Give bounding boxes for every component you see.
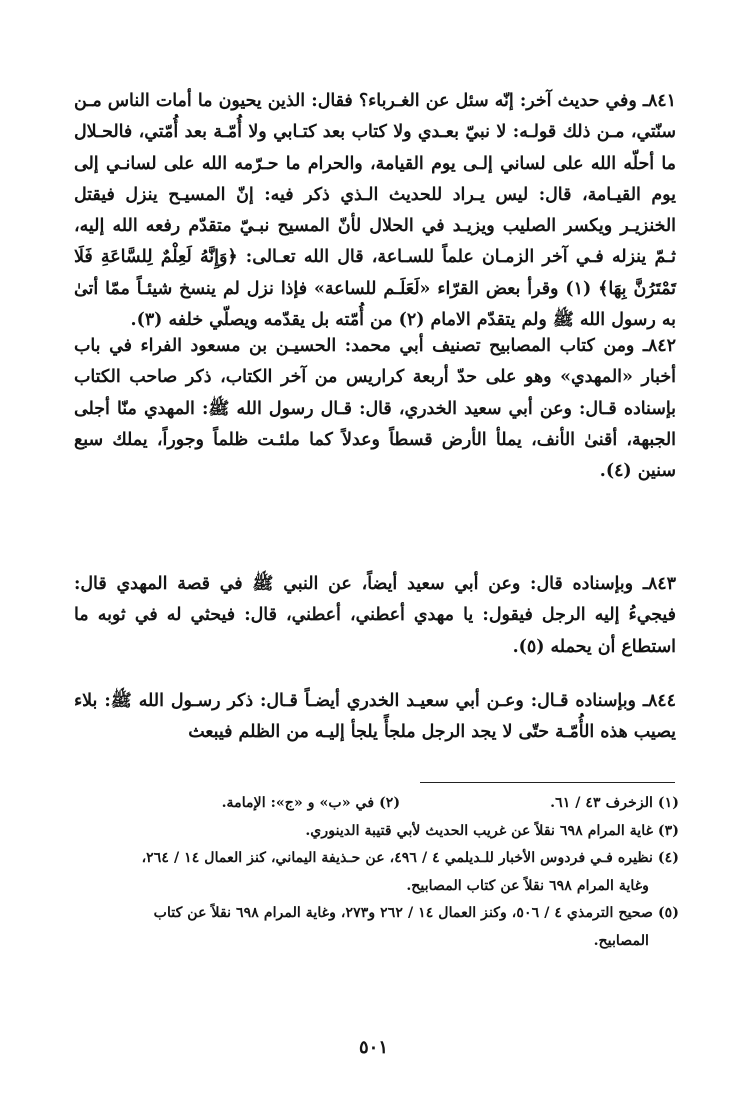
paragraph-841 xyxy=(74,86,676,336)
footnote-4: (٤) نظيره فـي فردوس الأخبار للـديلمي ٤ / ٤٩٦، عن حـذيفة اليماني، كنز العمال ١٤ / ٢٦٤، xyxy=(141,850,679,867)
paragraph-text: ـ ومن كتاب المصابيح تصنيف أبي محمد: الحسيـن بن مسعود الفراء في باب أخبار «المهدي» وهو على حدّ أربعة كراريس من آخر الكتاب، ذكر صاحب الكتاب بإسناده قـال: وعن أبي سعيد الخدري، قال: قـال رسول الله ﷺ: المهدي منّا أجلى الجبهة، أقنىٰ الأنف، يملأ الأرض قسطاً وعدلاً كما ملئـت ظلماً وجوراً، يملك سبع سنين (٤). xyxy=(74,336,676,482)
footnote-1: (١) الزخرف ٤٣ / ٦١. xyxy=(550,795,679,811)
page-number: ٥٠١ xyxy=(358,1037,388,1058)
paragraph-843 xyxy=(74,569,676,663)
paragraph-number: ٨٤١ xyxy=(647,91,676,111)
footnote-separator xyxy=(420,782,675,783)
footnote-5-continuation: المصابيح. xyxy=(593,932,649,949)
footnote-3: (٣) غاية المرام ٦٩٨ نقلاً عن غريب الحديث لأبي قتيبة الدينوري. xyxy=(305,822,679,839)
footnotes xyxy=(74,790,679,956)
paragraph-number: ٨٤٤ xyxy=(647,691,676,711)
paragraph-text: ـ وبإسناده قـال: وعـن أبي سعيـد الخدري أيضـاً قـال: ذكر رسـول الله ﷺ: بلاء يصيب هذه الأُمّـة حتّى لا يجد الرجل ملجأً يلجأ إليـه من الظلم فيبعث xyxy=(74,691,676,743)
paragraph-844 xyxy=(74,686,676,749)
paragraph-text: ـ وفي حديث آخر: إنّه سئل عن الغـرباء؟ فقال: الذين يحيون ما أمات الناس مـن سنّتي، مـن ذلك قولـه: لا نبيّ بعـدي ولا كتاب بعد كتـابي ولا أُمّـة بعد أُمّتي، فالحـلال ما أحلّه الله على لساني إلـى يوم القيامة، والحرام ما حـرّمه الله على لسانـي إلى يوم القيـامة، قال: ليس يـراد للحديث الـذي ذكر فيه: إنّ المسيـح ينزل فيقتل الخنزيـر ويكسر الصليب ويزيـد في الحلال لأنّ المسيح نبـيّ متقدّم رفعه الله إليه، ثـمّ ينزله فـي آخر الزمـان علماً للسـاعة، قال الله تعـالى: ﴿وَإِنَّهُ لَعِلْمٌ لِلسَّاعَةِ فَلَا تَمْتَرُنَّ بِهَا﴾ (١) وقرأ بعض القرّاء «لَعَلَـم للساعة» فإذا نزل لم ينسخ شيئـاً ممّا أتىٰ به رسول الله ﷺ ولم يتقدّم الامام (٢) من أُمّته بل يقدّمه ويصلّي خلفه (٣). xyxy=(74,91,676,331)
paragraph-number: ٨٤٢ xyxy=(647,336,676,356)
footnote-row xyxy=(74,790,679,818)
footnote-2: (٢) في «ب» و «ج»: الإمامة. xyxy=(221,795,401,811)
footnote-5: (٥) صحيح الترمذي ٤ / ٥٠٦، وكنز العمال ١٤ / ٢٦٢ و٢٧٣، وغاية المرام ٦٩٨ نقلاً عن كتاب xyxy=(153,905,679,922)
footnote-4-continuation: وغاية المرام ٦٩٨ نقلاً عن كتاب المصابيح. xyxy=(406,877,649,894)
paragraph-number: ٨٤٣ xyxy=(647,574,676,594)
paragraph-text: ـ وبإسناده قال: وعن أبي سعيد أيضاً، عن النبي ﷺ في قصة المهدي قال: فيجيءُ إليه الرجل فيقول: يا مهدي أعطني، أعطني، قال: فيحثي له في ثوبه ما استطاع أن يحمله (٥). xyxy=(74,574,676,657)
paragraph-842 xyxy=(74,331,676,487)
